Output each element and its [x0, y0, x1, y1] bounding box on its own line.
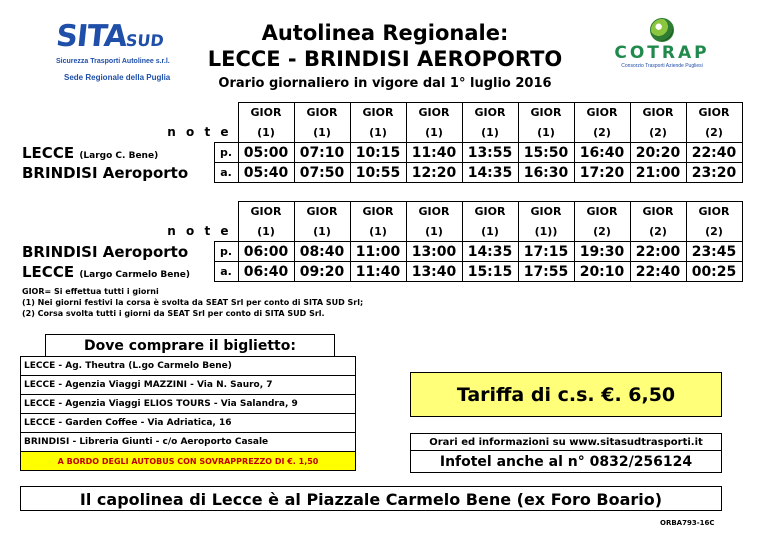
timetable-lecce-brindisi — [22, 102, 743, 183]
legend-line: (1) Nei giorni festivi la corsa è svolta da SEAT Srl per conto di SITA SUD Srl; — [22, 298, 364, 307]
note-ref: (2) — [686, 123, 742, 143]
day-type-header: GIOR — [574, 202, 630, 222]
cotrap-subtitle: Consorzio Trasporti Aziende Pugliesi — [621, 63, 703, 69]
time-cell: 10:15 — [350, 143, 406, 163]
note-ref: (1)) — [518, 222, 574, 242]
stop-name — [22, 262, 214, 282]
dep-arr-marker: a. — [214, 262, 238, 282]
document-code: ORBA793-16C — [660, 519, 715, 527]
tariff-box: Tariffa di c.s. €. 6,50 — [410, 372, 722, 417]
globe-icon — [650, 18, 674, 42]
cotrap-logo — [602, 18, 722, 69]
notes-label: n o t e — [167, 125, 232, 140]
timetable-row — [22, 163, 742, 183]
note-ref: (1) — [294, 123, 350, 143]
time-cell: 15:15 — [462, 262, 518, 282]
sita-wordmark: SITASUD — [54, 19, 165, 54]
time-cell: 00:25 — [686, 262, 742, 282]
time-cell: 14:35 — [462, 242, 518, 262]
legend-line: (2) Corsa svolta tutti i giorni da SEAT Srl per conto di SITA SUD Srl. — [22, 309, 325, 318]
onboard-note: A BORDO DEGLI AUTOBUS CON SOVRAPPREZZO DI €. 1,50 — [21, 452, 356, 471]
time-cell: 19:30 — [574, 242, 630, 262]
stop-name — [22, 163, 214, 183]
stop-name-detail: (Largo Carmelo Bene) — [79, 269, 191, 280]
day-type-header: GIOR — [518, 202, 574, 222]
note-ref: (1) — [350, 123, 406, 143]
day-type-header: GIOR — [462, 103, 518, 123]
day-type-header: GIOR — [406, 202, 462, 222]
timetable-row — [22, 242, 742, 262]
note-ref: (1) — [294, 222, 350, 242]
day-type-header: GIOR — [238, 103, 294, 123]
day-type-header: GIOR — [574, 103, 630, 123]
title-line-2: LECCE - BRINDISI AEROPORTO — [207, 47, 563, 71]
time-cell: 20:10 — [574, 262, 630, 282]
notes-label: n o t e — [167, 224, 232, 239]
dep-arr-marker: p. — [214, 143, 238, 163]
time-cell: 23:20 — [686, 163, 742, 183]
sita-tagline: Sicurezza Trasporti Autolinee s.r.l. — [56, 58, 170, 65]
outlet-item: LECCE - Agenzia Viaggi MAZZINI - Via N. Sauro, 7 — [21, 376, 356, 395]
time-cell: 07:10 — [294, 143, 350, 163]
time-cell: 23:45 — [686, 242, 742, 262]
outlets-heading: Dove comprare il biglietto: — [45, 334, 335, 356]
note-ref: (2) — [574, 222, 630, 242]
note-ref: (1) — [238, 222, 294, 242]
dep-arr-marker: p. — [214, 242, 238, 262]
time-cell: 06:00 — [238, 242, 294, 262]
cotrap-wordmark: COTRAP — [614, 43, 710, 63]
day-type-header: GIOR — [294, 103, 350, 123]
note-ref: (1) — [406, 222, 462, 242]
time-cell: 11:40 — [350, 262, 406, 282]
time-cell: 20:20 — [630, 143, 686, 163]
time-cell: 05:00 — [238, 143, 294, 163]
note-ref: (2) — [574, 123, 630, 143]
time-cell: 14:35 — [462, 163, 518, 183]
title-line-1: Autolinea Regionale: — [261, 21, 509, 45]
day-type-header: GIOR — [462, 202, 518, 222]
note-ref: (1) — [406, 123, 462, 143]
time-cell: 17:20 — [574, 163, 630, 183]
outlet-item: LECCE - Garden Coffee - Via Adriatica, 16 — [21, 414, 356, 433]
note-ref: (2) — [630, 123, 686, 143]
day-type-header: GIOR — [406, 103, 462, 123]
timetable-brindisi-lecce — [22, 201, 743, 282]
stop-name-detail: (Largo C. Bene) — [79, 150, 159, 161]
note-ref: (2) — [686, 222, 742, 242]
day-type-header: GIOR — [518, 103, 574, 123]
outlet-item: LECCE - Ag. Theutra (L.go Carmelo Bene) — [21, 357, 356, 376]
infotel: Infotel anche al n° 0832/256124 — [410, 451, 722, 473]
time-cell: 12:20 — [406, 163, 462, 183]
note-ref: (1) — [350, 222, 406, 242]
legend-line: GIOR= Si effettua tutti i giorni — [22, 287, 159, 296]
time-cell: 22:40 — [630, 262, 686, 282]
day-type-header: GIOR — [350, 202, 406, 222]
outlet-item: BRINDISI - Libreria Giunti - c/o Aeroporto Casale — [21, 433, 356, 452]
sita-sud-logo — [54, 19, 186, 82]
time-cell: 13:40 — [406, 262, 462, 282]
time-cell: 15:50 — [518, 143, 574, 163]
day-type-header: GIOR — [630, 103, 686, 123]
time-cell: 13:55 — [462, 143, 518, 163]
time-cell: 22:40 — [686, 143, 742, 163]
timetable-row — [22, 262, 742, 282]
stop-name-main: LECCE — [22, 143, 75, 162]
stop-name — [22, 242, 214, 262]
time-cell: 13:00 — [406, 242, 462, 262]
time-cell: 17:15 — [518, 242, 574, 262]
legend — [22, 286, 363, 319]
note-ref: (1) — [462, 222, 518, 242]
stop-name-main: LECCE — [22, 262, 75, 281]
note-ref: (1) — [238, 123, 294, 143]
note-ref: (1) — [462, 123, 518, 143]
outlet-item: LECCE - Agenzia Viaggi ELIOS TOURS - Via Salandra, 9 — [21, 395, 356, 414]
ticket-outlets — [20, 356, 356, 471]
time-cell: 21:00 — [630, 163, 686, 183]
info-website: Orari ed informazioni su www.sitasudtrasporti.it — [410, 433, 722, 451]
time-cell: 05:40 — [238, 163, 294, 183]
time-cell: 07:50 — [294, 163, 350, 183]
time-cell: 06:40 — [238, 262, 294, 282]
terminus-note: Il capolinea di Lecce è al Piazzale Carmelo Bene (ex Foro Boario) — [20, 486, 722, 511]
time-cell: 11:40 — [406, 143, 462, 163]
stop-name-main: BRINDISI Aeroporto — [22, 163, 189, 182]
stop-name-main: BRINDISI Aeroporto — [22, 242, 189, 261]
day-type-header: GIOR — [350, 103, 406, 123]
dep-arr-marker: a. — [214, 163, 238, 183]
time-cell: 22:00 — [630, 242, 686, 262]
note-ref: (1) — [518, 123, 574, 143]
time-cell: 10:55 — [350, 163, 406, 183]
day-type-header: GIOR — [294, 202, 350, 222]
day-type-header: GIOR — [630, 202, 686, 222]
note-ref: (2) — [630, 222, 686, 242]
day-type-header: GIOR — [686, 103, 742, 123]
time-cell: 08:40 — [294, 242, 350, 262]
time-cell: 16:40 — [574, 143, 630, 163]
time-cell: 16:30 — [518, 163, 574, 183]
day-type-header: GIOR — [238, 202, 294, 222]
page-title — [190, 20, 580, 72]
timetable-row — [22, 143, 742, 163]
stop-name — [22, 143, 214, 163]
day-type-header: GIOR — [686, 202, 742, 222]
validity-subtitle: Orario giornaliero in vigore dal 1° luglio 2016 — [218, 76, 552, 91]
time-cell: 17:55 — [518, 262, 574, 282]
sita-sede: Sede Regionale della Puglia — [64, 73, 171, 82]
time-cell: 11:00 — [350, 242, 406, 262]
time-cell: 09:20 — [294, 262, 350, 282]
